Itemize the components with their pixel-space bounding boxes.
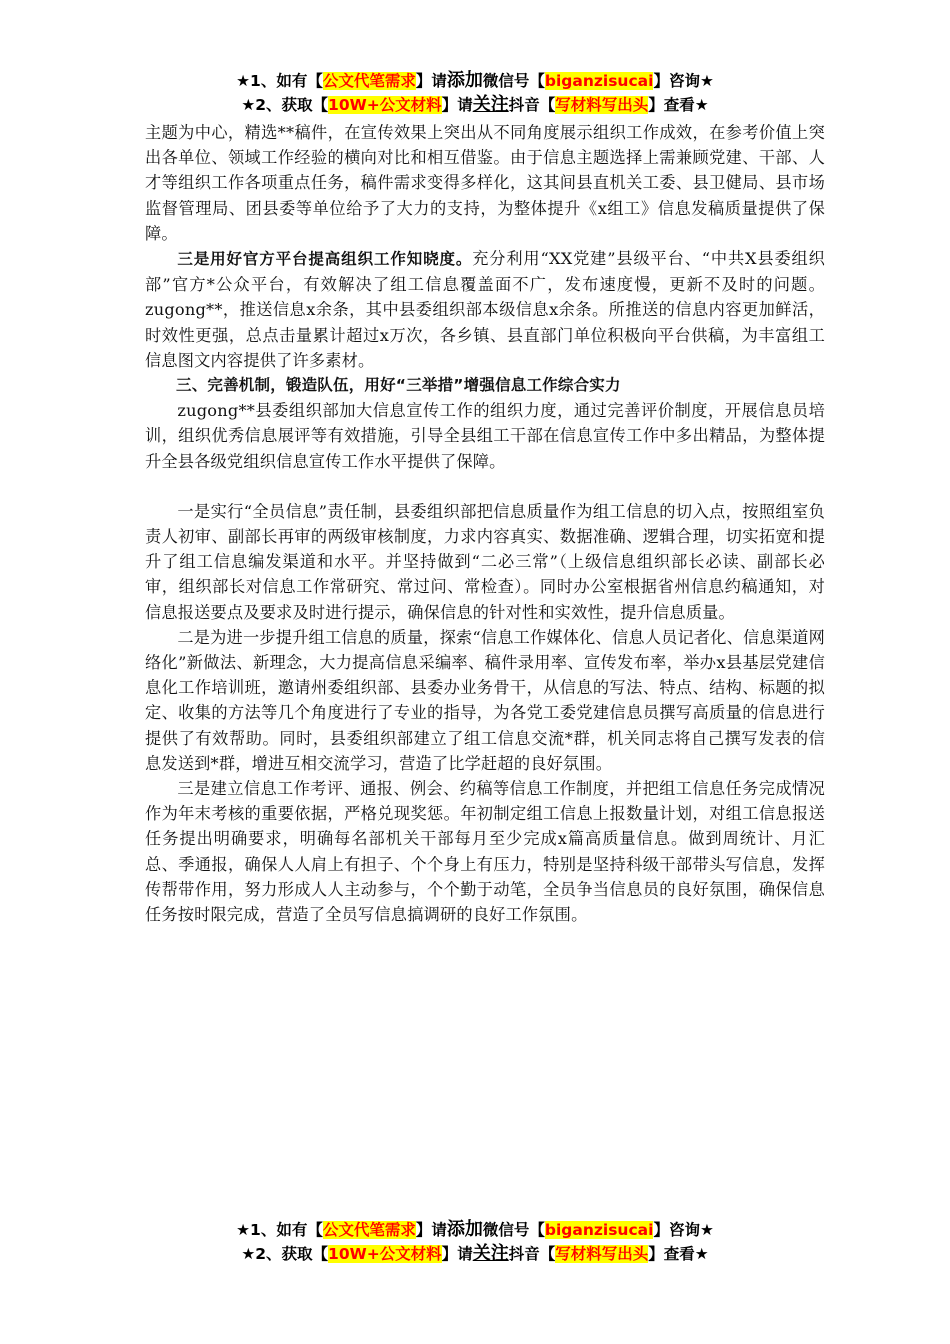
banner-text: 】查看★: [648, 1245, 709, 1263]
banner-text: 】咨询★: [653, 72, 714, 90]
banner-text: ★1、如有【: [236, 1221, 323, 1239]
paragraph-1: 主题为中心，精选**稿件，在宣传效果上突出从不同角度展示组织工作成效，在参考价值上突出各单位、领域工作经验的横向对比和相互借鉴。由于信息主题选择上需兼顾党建、干部、人才等组织工作各项重点任务，稿件需求变得多样化，这其间县直机关工委、县卫健局、县市场监督管理局、团县委等单位给予了大力的支持，为整体提升《x组工》信息发稿质量提供了保障。: [145, 123, 825, 243]
document-body: [145, 120, 825, 927]
banner-text: 抖音【: [508, 96, 556, 114]
section-heading-3: 三、完善机制，锻造队伍，用好“三举措”增强信息工作综合实力: [176, 376, 621, 395]
banner-douyin-id: 写材料写出头: [555, 1245, 649, 1263]
banner-highlight: 公文代笔需求: [322, 1221, 416, 1239]
banner-text: 】请: [441, 96, 473, 114]
banner-text: ★2、获取【: [241, 96, 329, 114]
banner-text: 】请: [415, 1221, 447, 1239]
banner-emphasis: 关注: [472, 1243, 509, 1264]
paragraph-2-lead: 三是用好官方平台提高组织工作知晓度。: [177, 250, 473, 269]
paragraph-4: 一是实行“全员信息”责任制，县委组织部把信息质量作为组工信息的切入点，按照组室负责人初审、副部长再审的两级审核制度，力求内容真实、数据准确、逻辑合理，切实拓宽和提升了组工信息编发渠道和水平。并坚持做到“二必三常”（上级信息组织部长必读、副部长必审，组织部长对信息工作常研究、常过问、常检查）。同时办公室根据省州信息约稿通知，对信息报送要点及要求及时进行提示，确保信息的针对性和实效性，提升信息质量。: [145, 501, 825, 622]
banner-text: 微信号【: [482, 72, 545, 90]
banner-highlight: 10W+公文材料: [328, 1245, 442, 1263]
banner-text: 】咨询★: [653, 1221, 714, 1239]
banner-text: 】请: [441, 1245, 473, 1263]
banner-text: 】查看★: [648, 96, 709, 114]
banner-line-1: [0, 69, 950, 93]
paragraph-2-text: 充分利用“XX党建”县级平台、“中共X县委组织部”官方*公众平台，有效解决了组工信息覆盖面不广，发布速度慢，更新不及时的问题。zugong**，推送信息x余条，其中县委组织部本级信息x余条。所推送的信息内容更加鲜活，时效性更强，总点击量累计超过x万次，各乡镇、县直部门单位积极向平台供稿，为丰富组工信息图文内容提供了许多素材。: [145, 249, 826, 370]
banner-wechat-id: biganzisucai: [544, 72, 654, 90]
top-banner: [0, 69, 950, 117]
banner-text: 抖音【: [508, 1245, 556, 1263]
banner-emphasis: 添加: [446, 1219, 483, 1240]
banner-highlight: 公文代笔需求: [322, 72, 416, 90]
banner-text: ★2、获取【: [241, 1245, 329, 1263]
banner-emphasis: 添加: [446, 70, 483, 91]
banner-text: ★1、如有【: [236, 72, 323, 90]
bottom-banner: [0, 1218, 950, 1266]
banner-text: 】请: [415, 72, 447, 90]
banner-highlight: 10W+公文材料: [328, 96, 442, 114]
banner-douyin-id: 写材料写出头: [555, 96, 649, 114]
paragraph-6: 三是建立信息工作考评、通报、例会、约稿等信息工作制度，并把组工信息任务完成情况作为年末考核的重要依据，严格兑现奖惩。年初制定组工信息上报数量计划，对组工信息报送任务提出明确要求，明确每名部机关干部每月至少完成x篇高质量信息。做到周统计、月汇总、季通报，确保人人肩上有担子、个个身上有压力，特别是坚持科级干部带头写信息，发挥传帮带作用，努力形成人人主动参与，个个勤于动笔，全员争当信息员的良好氛围，确保信息任务按时限完成，营造了全员写信息搞调研的良好工作氛围。: [145, 779, 825, 925]
banner-wechat-id: biganzisucai: [544, 1221, 654, 1239]
banner-text: 微信号【: [482, 1221, 545, 1239]
spacer: [145, 474, 825, 499]
paragraph-3: zugong**县委组织部加大信息宣传工作的组织力度，通过完善评价制度，开展信息员培训，组织优秀信息展评等有效措施，引导全县组工干部在信息宣传工作中多出精品，为整体提升全县各级党组织信息宣传工作水平提供了保障。: [145, 401, 825, 471]
banner-line-2: [0, 1242, 950, 1266]
banner-line-2: [0, 93, 950, 117]
paragraph-5: 二是为进一步提升组工信息的质量，探索“信息工作媒体化、信息人员记者化、信息渠道网络化”新做法、新理念，大力提高信息采编率、稿件录用率、宣传发布率，举办x县基层党建信息化工作培训班，邀请州委组织部、县委办业务骨干，从信息的写法、特点、结构、标题的拟定、收集的方法等几个角度进行了专业的指导，为各党工委党建信息员撰写高质量的信息进行提供了有效帮助。同时，县委组织部建立了组工信息交流*群，机关同志将自己撰写发表的信息发送到*群，增进互相交流学习，营造了比学赶超的良好氛围。: [145, 627, 825, 773]
banner-line-1: [0, 1218, 950, 1242]
banner-emphasis: 关注: [472, 94, 509, 115]
paragraph-2: [145, 246, 825, 373]
